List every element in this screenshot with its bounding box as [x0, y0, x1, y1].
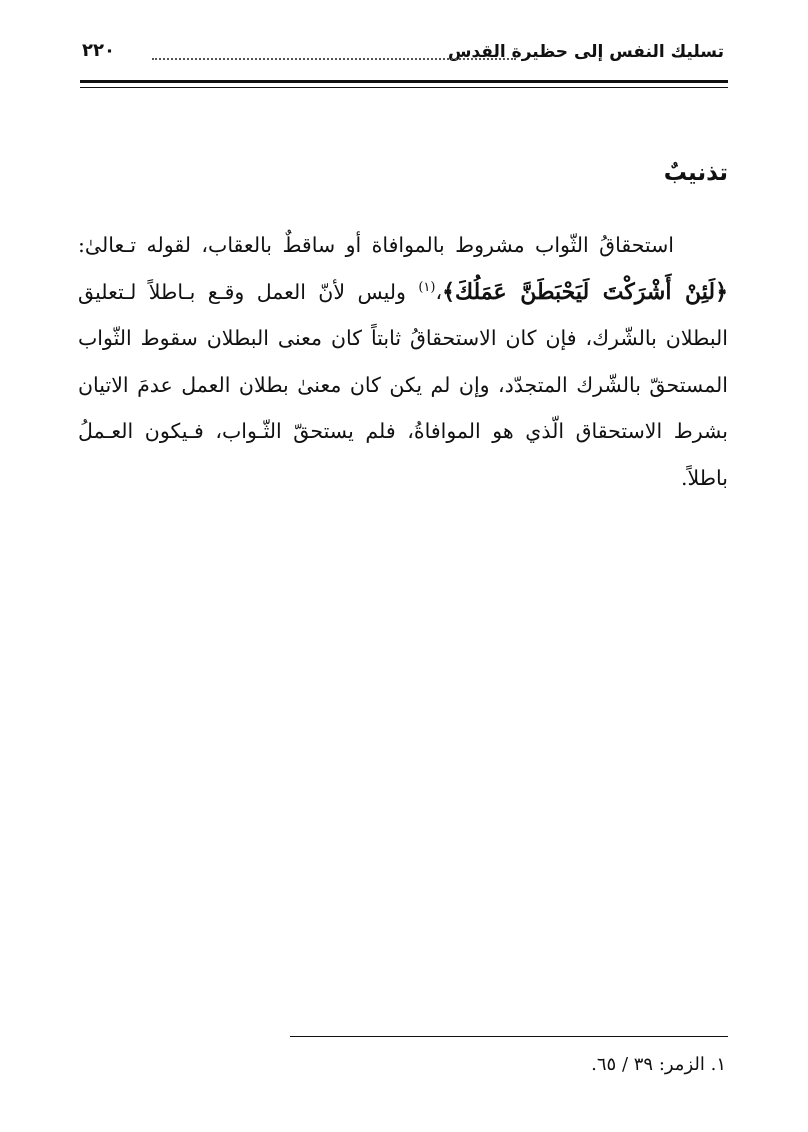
header-leader-dots — [152, 44, 516, 60]
quran-verse: ﴿لَئِنْ أَشْرَكْتَ لَيَحْبَطَنَّ عَمَلُكَ﴾ — [442, 278, 728, 305]
page-number: ٢٢٠ — [82, 40, 115, 61]
body-text — [78, 222, 728, 501]
header-rule-thin — [80, 87, 728, 88]
paragraph-text-2: ، — [435, 279, 443, 304]
header-title: تسليك النفس إلى حظيرة القدس — [448, 42, 724, 62]
paragraph-text-1: استحقاقُ الثّواب مشروط بالموافاة أو ساقطٌ بالعقاب، لقوله تـعالىٰ: — [78, 233, 674, 257]
footnote: ١. الزمر: ٣٩ / ٦٥. — [591, 1054, 726, 1075]
running-header — [80, 36, 728, 76]
footnote-reference: (١) — [418, 279, 436, 295]
paragraph — [78, 222, 728, 501]
paragraph-text-3: وليس لأنّ العمل وقـع بـاطلاً لـتعليق البطلان بالشّرك، فإن كان الاستحقاقُ ثابتاً كان معنى البطلان سقوط الثّواب المستحقّ بالشّرك المتجدّد، وإن لم يكن كان معنىٰ بطلان العمل عدمَ الاتيان بشرط الاستحقاق الّذي هو الموافاةُ، فلم يستحقّ الثّـواب، فـيكون العـملُ باطلاً. — [78, 279, 728, 490]
section-heading: تذنيبٌ — [663, 160, 728, 186]
header-rule-thick — [80, 80, 728, 83]
footnote-separator — [290, 1036, 728, 1037]
